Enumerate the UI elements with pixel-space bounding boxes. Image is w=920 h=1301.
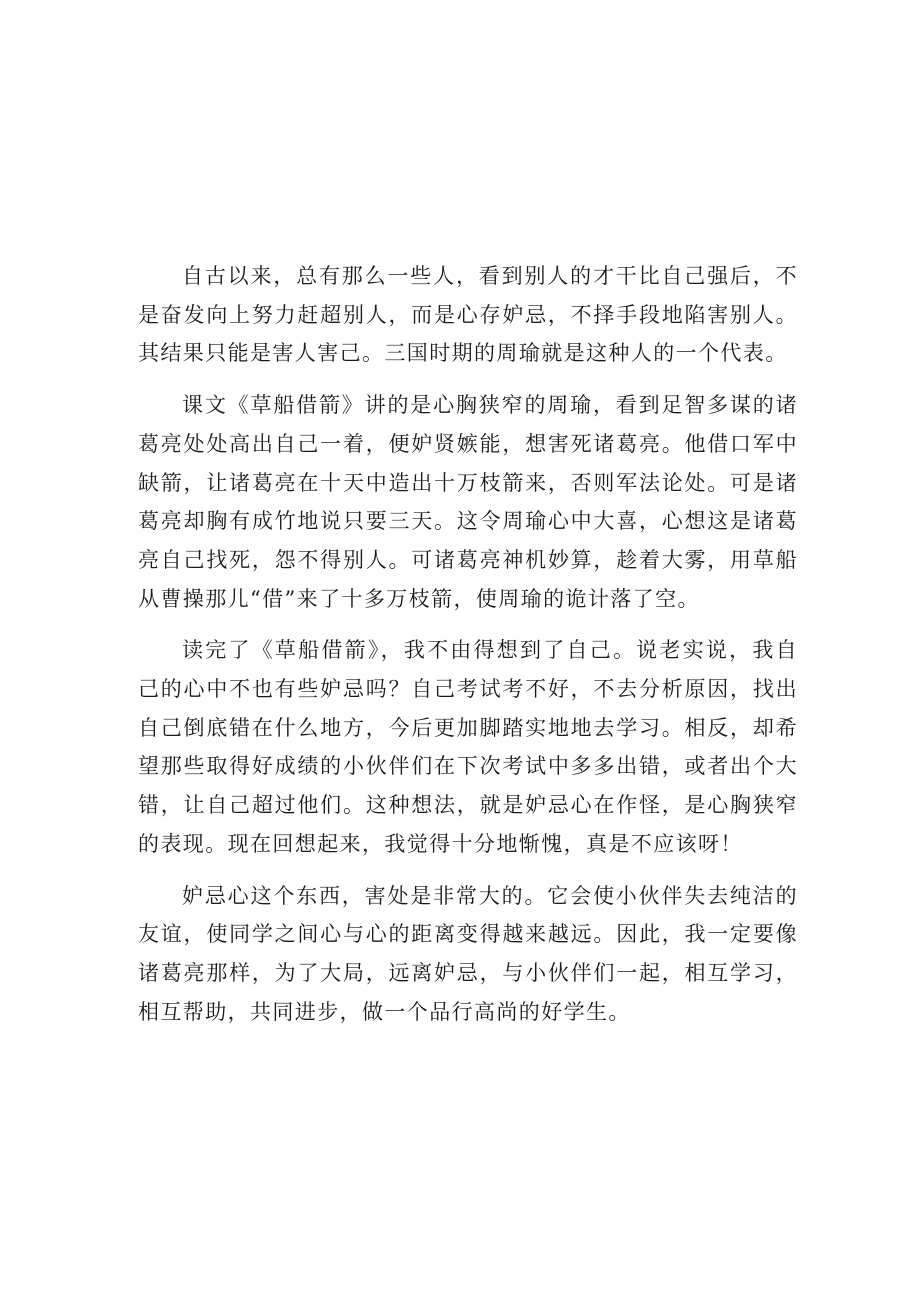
paragraph-4: 妒忌心这个东西，害处是非常大的。它会使小伙伴失去纯洁的友谊，使同学之间心与心的距离变得越来越远。因此，我一定要像诸葛亮那样，为了大局，远离妒忌，与小伙伴们一起，相互学习，相互帮助，共同进步，做一个品行高尚的好学生。 (138, 883, 798, 1024)
paragraph-1: 自古以来，总有那么一些人，看到别人的才干比自己强后，不是奋发向上努力赶超别人，而是心存妒忌，不择手段地陷害别人。其结果只能是害人害己。三国时期的周瑜就是这种人的一个代表。 (138, 264, 798, 366)
essay-body (138, 257, 798, 1044)
paragraph-2: 课文《草船借箭》讲的是心胸狭窄的周瑜，看到足智多谋的诸葛亮处处高出自己一着，便妒贤嫉能，想害死诸葛亮。他借口军中缺箭，让诸葛亮在十天中造出十万枝箭来，否则军法论处。可是诸葛亮却胸有成竹地说只要三天。这令周瑜心中大喜，心想这是诸葛亮自己找死，怨不得别人。可诸葛亮神机妙算，趁着大雾，用草船从曹操那儿“借”来了十多万枝箭，使周瑜的诡计落了空。 (138, 393, 798, 611)
paragraph-3: 读完了《草船借箭》，我不由得想到了自己。说老实说，我自己的心中不也有些妒忌吗？自己考试考不好，不去分析原因，找出自己倒底错在什么地方，今后更加脚踏实地地去学习。相反，却希望那些取得好成绩的小伙伴们在下次考试中多多出错，或者出个大错，让自己超过他们。这种想法，就是妒忌心在作怪，是心胸狭窄的表现。现在回想起来，我觉得十分地惭愧，真是不应该呀！ (138, 638, 798, 856)
